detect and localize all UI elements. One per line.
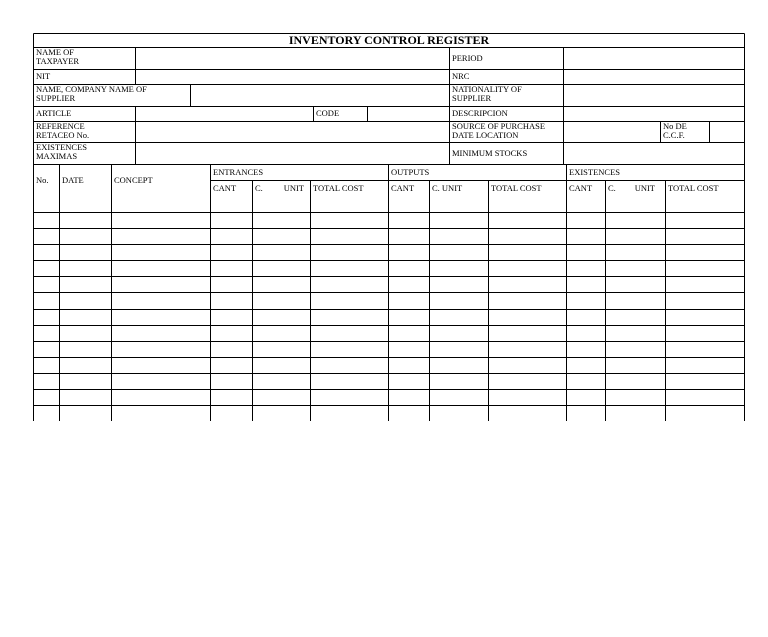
min-stocks-label: MINIMUM STOCKS xyxy=(452,147,528,158)
purchase-source-label: SOURCE OF PURCHASE DATE LOCATION xyxy=(452,121,546,140)
article-field[interactable] xyxy=(135,106,313,121)
taxpayer-name-field[interactable] xyxy=(135,47,449,69)
entrances-unit-cost-header xyxy=(252,180,310,196)
code-field[interactable] xyxy=(367,106,449,121)
period-label: PERIOD xyxy=(452,52,483,63)
max-existences-field[interactable] xyxy=(135,142,449,164)
entrances-group-header: ENTRANCES xyxy=(213,166,264,177)
period-field[interactable] xyxy=(563,47,745,69)
inventory-register-form xyxy=(33,33,745,421)
supplier-nationality-field[interactable] xyxy=(563,84,745,106)
col-concept-header: CONCEPT xyxy=(114,174,153,185)
article-label: ARTICLE xyxy=(36,108,72,118)
col-date-header: DATE xyxy=(62,174,84,185)
table-row[interactable] xyxy=(33,357,745,373)
supplier-name-field[interactable] xyxy=(190,84,449,106)
nit-field[interactable] xyxy=(135,69,449,84)
table-row[interactable] xyxy=(33,325,745,341)
reference-field[interactable] xyxy=(135,121,449,142)
existences-group-header: EXISTENCES xyxy=(569,166,620,177)
existences-total-header: TOTAL COST xyxy=(668,182,719,193)
taxpayer-name-label: NAME OF TAXPAYER xyxy=(36,47,80,66)
supplier-nationality-label: NATIONALITY OF SUPPLIER xyxy=(452,84,522,103)
ccf-number-label: No DE C.C.F. xyxy=(663,121,687,140)
existences-unit-u: UNIT xyxy=(634,182,655,193)
table-row[interactable] xyxy=(33,389,745,405)
existences-unit-cost-header xyxy=(605,180,665,196)
outputs-unit-cost-header: C. UNIT xyxy=(432,182,463,193)
purchase-source-field[interactable] xyxy=(563,121,660,142)
table-row[interactable] xyxy=(33,292,745,308)
table-row[interactable] xyxy=(33,405,745,421)
ccf-number-field[interactable] xyxy=(709,121,745,142)
entrances-total-header: TOTAL COST xyxy=(313,182,364,193)
table-row[interactable] xyxy=(33,196,745,212)
description-label: DESCRIPCION xyxy=(452,108,508,118)
entrances-unit-u: UNIT xyxy=(283,182,304,193)
outputs-cant-header: CANT xyxy=(391,182,415,193)
max-existences-label: EXISTENCES MAXIMAS xyxy=(36,142,87,161)
existences-cant-header: CANT xyxy=(569,182,593,193)
outputs-total-header: TOTAL COST xyxy=(491,182,542,193)
code-label: CODE xyxy=(316,108,340,118)
table-row[interactable] xyxy=(33,244,745,260)
table-row[interactable] xyxy=(33,373,745,389)
form-title: INVENTORY CONTROL REGISTER xyxy=(288,33,490,47)
min-stocks-field[interactable] xyxy=(563,142,745,164)
nrc-label: NRC xyxy=(452,71,470,81)
table-row[interactable] xyxy=(33,212,745,228)
outputs-group-header: OUTPUTS xyxy=(391,166,430,177)
col-no-header: No. xyxy=(36,174,49,185)
table-row[interactable] xyxy=(33,341,745,357)
nrc-field[interactable] xyxy=(563,69,745,84)
table-row[interactable] xyxy=(33,276,745,292)
nit-label: NIT xyxy=(36,71,51,81)
entrances-cant-header: CANT xyxy=(213,182,237,193)
description-field[interactable] xyxy=(563,106,745,121)
supplier-name-label: NAME, COMPANY NAME OF SUPPLIER xyxy=(36,84,147,103)
table-row[interactable] xyxy=(33,228,745,244)
table-row[interactable] xyxy=(33,260,745,276)
entrances-unit-c: C. xyxy=(255,182,263,193)
reference-label: REFERENCE RETACEO No. xyxy=(36,121,90,140)
table-row[interactable] xyxy=(33,309,745,325)
existences-unit-c: C. xyxy=(608,182,616,193)
